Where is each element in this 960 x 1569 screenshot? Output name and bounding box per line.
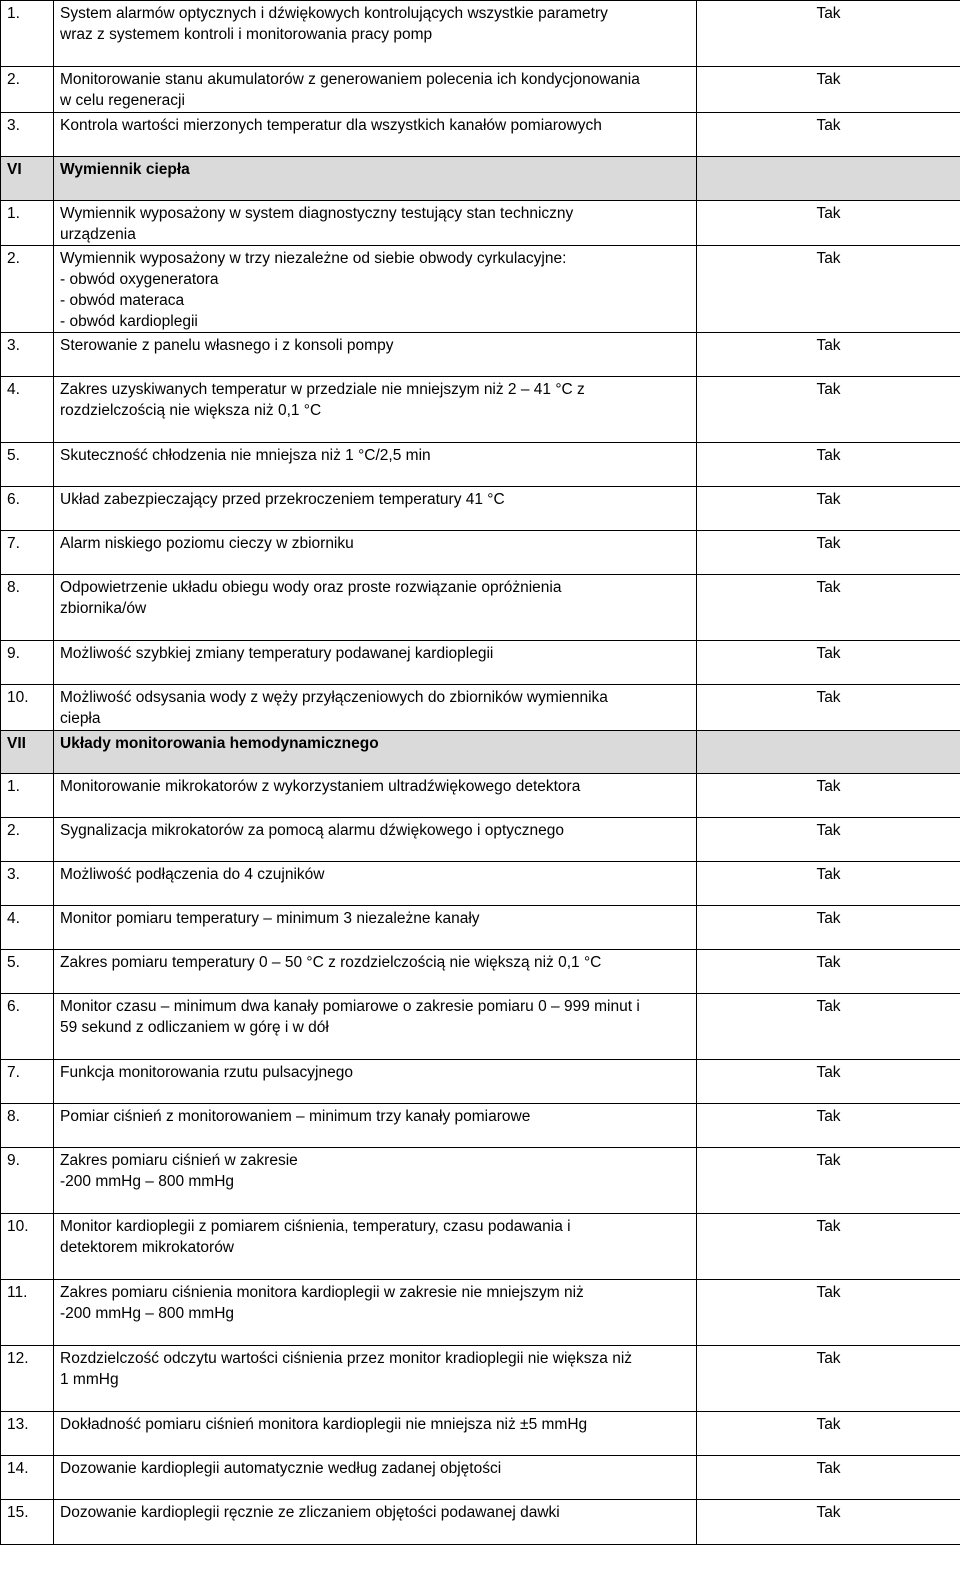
description-line: Możliwość odsysania wody z węży przyłączeniowych do zbiorników wymiennika [60, 689, 608, 706]
item-description [54, 377, 697, 443]
description-line: Sterowanie z panelu własnego i z konsoli pompy [60, 337, 394, 354]
item-number: 1. [1, 1, 54, 67]
item-description [54, 443, 697, 487]
item-description [54, 333, 697, 377]
description-line: Wymiennik wyposażony w system diagnostyczny testujący stan techniczny [60, 205, 574, 222]
item-number: 4. [1, 906, 54, 950]
item-value: Tak [697, 1412, 960, 1456]
item-description [54, 818, 697, 862]
item-number: 8. [1, 1104, 54, 1148]
table-row [1, 906, 960, 950]
item-value: Tak [697, 862, 960, 906]
table-row [1, 531, 960, 575]
item-value: Tak [697, 950, 960, 994]
table-row [1, 377, 960, 443]
item-description [54, 1456, 697, 1500]
table-row [1, 1280, 960, 1346]
description-line: Sygnalizacja mikrokatorów za pomocą alarmu dźwiękowego i optycznego [60, 822, 564, 839]
description-line: wraz z systemem kontroli i monitorowania pracy pomp [60, 26, 433, 43]
description-line: Dozowanie kardioplegii ręcznie ze zliczaniem objętości podawanej dawki [60, 1504, 560, 1521]
description-line: Układ zabezpieczający przed przekroczeniem temperatury 41 °C [60, 491, 505, 508]
item-number: 2. [1, 246, 54, 333]
description-line: -200 mmHg – 800 mmHg [60, 1173, 235, 1190]
item-value: Tak [697, 246, 960, 333]
item-value: Tak [697, 1, 960, 67]
table-row [1, 1500, 960, 1545]
item-value: Tak [697, 67, 960, 113]
table-row [1, 201, 960, 246]
item-description [54, 1346, 697, 1412]
description-line: -200 mmHg – 800 mmHg [60, 1305, 235, 1322]
table-row [1, 950, 960, 994]
item-number: 11. [1, 1280, 54, 1346]
item-description [54, 113, 697, 157]
item-description [54, 906, 697, 950]
item-description [54, 487, 697, 531]
item-description [54, 531, 697, 575]
item-value: Tak [697, 641, 960, 685]
item-number: 13. [1, 1412, 54, 1456]
item-value: Tak [697, 1214, 960, 1280]
table-row [1, 994, 960, 1060]
description-line: Możliwość szybkiej zmiany temperatury podawanej kardioplegii [60, 645, 494, 662]
item-number: 7. [1, 531, 54, 575]
item-number: 4. [1, 377, 54, 443]
item-value: Tak [697, 487, 960, 531]
item-description [54, 575, 697, 641]
table-row [1, 575, 960, 641]
item-value: Tak [697, 201, 960, 246]
item-description [54, 1, 697, 67]
description-line: Skuteczność chłodzenia nie mniejsza niż 1 °C/2,5 min [60, 447, 431, 464]
description-line: Monitor pomiaru temperatury – minimum 3 niezależne kanały [60, 910, 480, 927]
item-description [54, 1060, 697, 1104]
table-row [1, 1412, 960, 1456]
item-number: 1. [1, 774, 54, 818]
description-line: Monitorowanie mikrokatorów z wykorzystaniem ultradźwiękowego detektora [60, 778, 581, 795]
table-row [1, 774, 960, 818]
description-line: Odpowietrzenie układu obiegu wody oraz proste rozwiązanie opróżnienia [60, 579, 562, 596]
description-line: System alarmów optycznych i dźwiękowych kontrolujących wszystkie parametry [60, 5, 608, 22]
description-line: 1 mmHg [60, 1371, 119, 1388]
item-number: 7. [1, 1060, 54, 1104]
description-line: zbiornika/ów [60, 600, 147, 617]
item-description [54, 201, 697, 246]
table-row [1, 1060, 960, 1104]
item-number: 10. [1, 685, 54, 731]
item-value: Tak [697, 113, 960, 157]
table-row [1, 246, 960, 333]
item-value: Tak [697, 377, 960, 443]
description-line: urządzenia [60, 226, 136, 243]
table-row [1, 1456, 960, 1500]
item-value: Tak [697, 685, 960, 731]
item-description [54, 994, 697, 1060]
description-line: Pomiar ciśnień z monitorowaniem – minimum trzy kanały pomiarowe [60, 1108, 531, 1125]
item-description [54, 774, 697, 818]
item-number: 10. [1, 1214, 54, 1280]
item-number: 12. [1, 1346, 54, 1412]
table-row [1, 641, 960, 685]
description-line: w celu regeneracji [60, 92, 185, 109]
item-number: 15. [1, 1500, 54, 1545]
description-line: Wymiennik ciepła [60, 161, 190, 178]
description-line: Alarm niskiego poziomu cieczy w zbiorniku [60, 535, 354, 552]
description-line: Monitor kardioplegii z pomiarem ciśnienia, temperatury, czasu podawania i [60, 1218, 571, 1235]
section-title [54, 731, 697, 774]
description-line: 59 sekund z odliczaniem w górę i w dół [60, 1019, 329, 1036]
item-value: Tak [697, 906, 960, 950]
description-line: Dozowanie kardioplegii automatycznie według zadanej objętości [60, 1460, 502, 1477]
item-value: Tak [697, 1104, 960, 1148]
item-value: Tak [697, 443, 960, 487]
item-description [54, 1214, 697, 1280]
item-value: Tak [697, 1280, 960, 1346]
item-description [54, 1280, 697, 1346]
table-row [1, 862, 960, 906]
description-line: detektorem mikrokatorów [60, 1239, 235, 1256]
section-header-row [1, 157, 960, 201]
item-description [54, 246, 697, 333]
description-line: - obwód kardioplegii [60, 313, 198, 330]
table-row [1, 1346, 960, 1412]
description-line: Monitorowanie stanu akumulatorów z generowaniem polecenia ich kondycjonowania [60, 71, 640, 88]
item-value: Tak [697, 531, 960, 575]
item-description [54, 67, 697, 113]
item-number: 3. [1, 113, 54, 157]
description-line: Układy monitorowania hemodynamicznego [60, 735, 379, 752]
item-number: 2. [1, 67, 54, 113]
item-description [54, 1148, 697, 1214]
description-line: Zakres pomiaru temperatury 0 – 50 °C z rozdzielczością nie większą niż 0,1 °C [60, 954, 602, 971]
table-row [1, 487, 960, 531]
item-value: Tak [697, 1148, 960, 1214]
table-row [1, 1148, 960, 1214]
description-line: Wymiennik wyposażony w trzy niezależne od siebie obwody cyrkulacyjne: [60, 250, 567, 267]
description-line: Możliwość podłączenia do 4 czujników [60, 866, 325, 883]
item-value: Tak [697, 774, 960, 818]
section-number: VII [1, 731, 54, 774]
item-value: Tak [697, 994, 960, 1060]
item-description [54, 641, 697, 685]
item-description [54, 1500, 697, 1545]
specification-table-body [1, 1, 960, 1545]
item-number: 2. [1, 818, 54, 862]
item-value: Tak [697, 818, 960, 862]
item-number: 3. [1, 333, 54, 377]
item-number: 1. [1, 201, 54, 246]
table-row [1, 685, 960, 731]
table-row [1, 1104, 960, 1148]
description-line: ciepła [60, 710, 101, 727]
item-description [54, 862, 697, 906]
item-description [54, 685, 697, 731]
item-value: Tak [697, 575, 960, 641]
item-number: 5. [1, 950, 54, 994]
section-value [697, 731, 960, 774]
description-line: Zakres pomiaru ciśnienia monitora kardioplegii w zakresie nie mniejszym niż [60, 1284, 584, 1301]
item-description [54, 950, 697, 994]
description-line: Kontrola wartości mierzonych temperatur dla wszystkich kanałów pomiarowych [60, 117, 602, 134]
description-line: Funkcja monitorowania rzutu pulsacyjnego [60, 1064, 353, 1081]
table-row [1, 333, 960, 377]
item-number: 9. [1, 641, 54, 685]
table-row [1, 1, 960, 67]
item-value: Tak [697, 1346, 960, 1412]
description-line: - obwód materaca [60, 292, 185, 309]
item-description [54, 1412, 697, 1456]
item-value: Tak [697, 1060, 960, 1104]
section-title [54, 157, 697, 201]
item-number: 5. [1, 443, 54, 487]
description-line: Dokładność pomiaru ciśnień monitora kardioplegii nie mniejsza niż ±5 mmHg [60, 1416, 588, 1433]
section-value [697, 157, 960, 201]
item-number: 6. [1, 994, 54, 1060]
table-row [1, 1214, 960, 1280]
section-number: VI [1, 157, 54, 201]
item-number: 9. [1, 1148, 54, 1214]
item-value: Tak [697, 333, 960, 377]
description-line: rozdzielczością nie większa niż 0,1 °C [60, 402, 322, 419]
item-value: Tak [697, 1456, 960, 1500]
item-number: 6. [1, 487, 54, 531]
description-line: Monitor czasu – minimum dwa kanały pomiarowe o zakresie pomiaru 0 – 999 minut i [60, 998, 640, 1015]
description-line: - obwód oxygeneratora [60, 271, 219, 288]
table-row [1, 818, 960, 862]
item-number: 8. [1, 575, 54, 641]
table-row [1, 443, 960, 487]
section-header-row [1, 731, 960, 774]
item-number: 14. [1, 1456, 54, 1500]
table-row [1, 113, 960, 157]
item-number: 3. [1, 862, 54, 906]
description-line: Zakres pomiaru ciśnień w zakresie [60, 1152, 298, 1169]
item-value: Tak [697, 1500, 960, 1545]
table-row [1, 67, 960, 113]
description-line: Rozdzielczość odczytu wartości ciśnienia przez monitor kradioplegii nie większa niż [60, 1350, 633, 1367]
description-line: Zakres uzyskiwanych temperatur w przedziale nie mniejszym niż 2 – 41 °C z [60, 381, 585, 398]
item-description [54, 1104, 697, 1148]
